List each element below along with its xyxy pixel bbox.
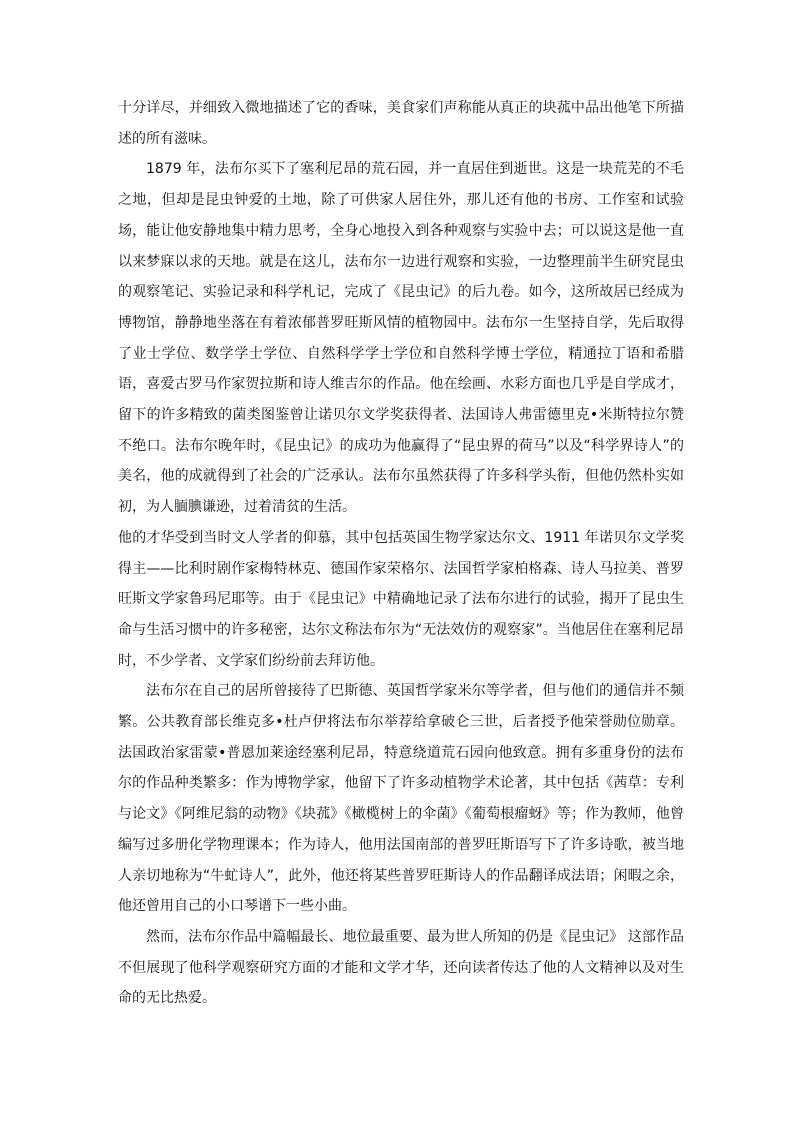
paragraph-5: 然而，法布尔作品中篇幅最长、地位最重要、最为世人所知的仍是《昆虫记》 这部作品不但展现了他科学观察研究方面的才能和文学才华，还向读者传达了他的人文精神以及对生命的无比热爱。 bbox=[118, 928, 684, 1007]
paragraph-1: 十分详尽，并细致入微地描述了它的香味，美食家们声称能从真正的块菰中品出他笔下所描述的所有滋味。 bbox=[118, 100, 684, 147]
document-body bbox=[118, 93, 684, 1014]
paragraph-2: 1879 年，法布尔买下了塞利尼昂的荒石园，并一直居住到逝世。这是一块荒芜的不毛之地，但却是昆虫钟爱的土地，除了可供家人居住外，那儿还有他的书房、工作室和试验场，能让他安静地集中精力思考，全身心地投入到各种观察与实验中去；可以说这是他一直以来梦寐以求的天地。就是在这儿，法布尔一边进行观察和实验，一边整理前半生研究昆虫的观察笔记、实验记录和科学札记，完成了《昆虫记》的后九卷。如今，这所故居已经成为博物馆，静静地坐落在有着浓郁普罗旺斯风情的植物园中。法布尔一生坚持自学，先后取得了业士学位、数学学士学位、自然科学学士学位和自然科学博士学位，精通拉丁语和希腊语，喜爱古罗马作家贺拉斯和诗人维吉尔的作品。他在绘画、水彩方面也几乎是自学成才，留下的许多精致的菌类图鉴曾让诺贝尔文学奖获得者、法国诗人弗雷德里克•米斯特拉尔赞不绝口。法布尔晚年时，《昆虫记》的成功为他赢得了“昆虫界的荷马”以及“科学界诗人”的美名，他的成就得到了社会的广泛承认。法布尔虽然获得了许多科学头衔，但他仍然朴实如初，为人腼腆谦逊，过着清贫的生活。 bbox=[118, 161, 684, 516]
paragraph-4: 法布尔在自己的居所曾接待了巴斯德、英国哲学家米尔等学者，但与他们的通信并不频繁。公共教育部长维克多•杜卢伊将法布尔举荐给拿破仑三世，后者授予他荣誉勋位勋章。法国政治家雷蒙•普恩加莱途经塞利尼昂，特意绕道荒石园向他致意。拥有多重身份的法布尔的作品种类繁多：作为博物学家，他留下了许多动植物学术论著，其中包括《茜草：专利与论文》《阿维尼翁的动物》《块菰》《橄榄树上的伞菌》《葡萄根瘤蚜》等；作为教师，他曾编写过多册化学物理课本；作为诗人，他用法国南部的普罗旺斯语写下了许多诗歌，被当地人亲切地称为“牛虻诗人”，此外，他还将某些普罗旺斯诗人的作品翻译成法语；闲暇之余，他还曾用自己的小口琴谱下一些小曲。 bbox=[118, 683, 684, 915]
paragraph-3: 他的才华受到当时文人学者的仰慕，其中包括英国生物学家达尔文、1911 年诺贝尔文学奖得主——比利时剧作家梅特林克、德国作家荣格尔、法国哲学家柏格森、诗人马拉美、普罗旺斯文学家鲁玛尼耶等。由于《昆虫记》中精确地记录了法布尔进行的试验，揭开了昆虫生命与生活习惯中的许多秘密，达尔文称法布尔为“无法效仿的观察家”。当他居住在塞利尼昂时，不少学者、文学家们纷纷前去拜访他。 bbox=[118, 529, 684, 669]
